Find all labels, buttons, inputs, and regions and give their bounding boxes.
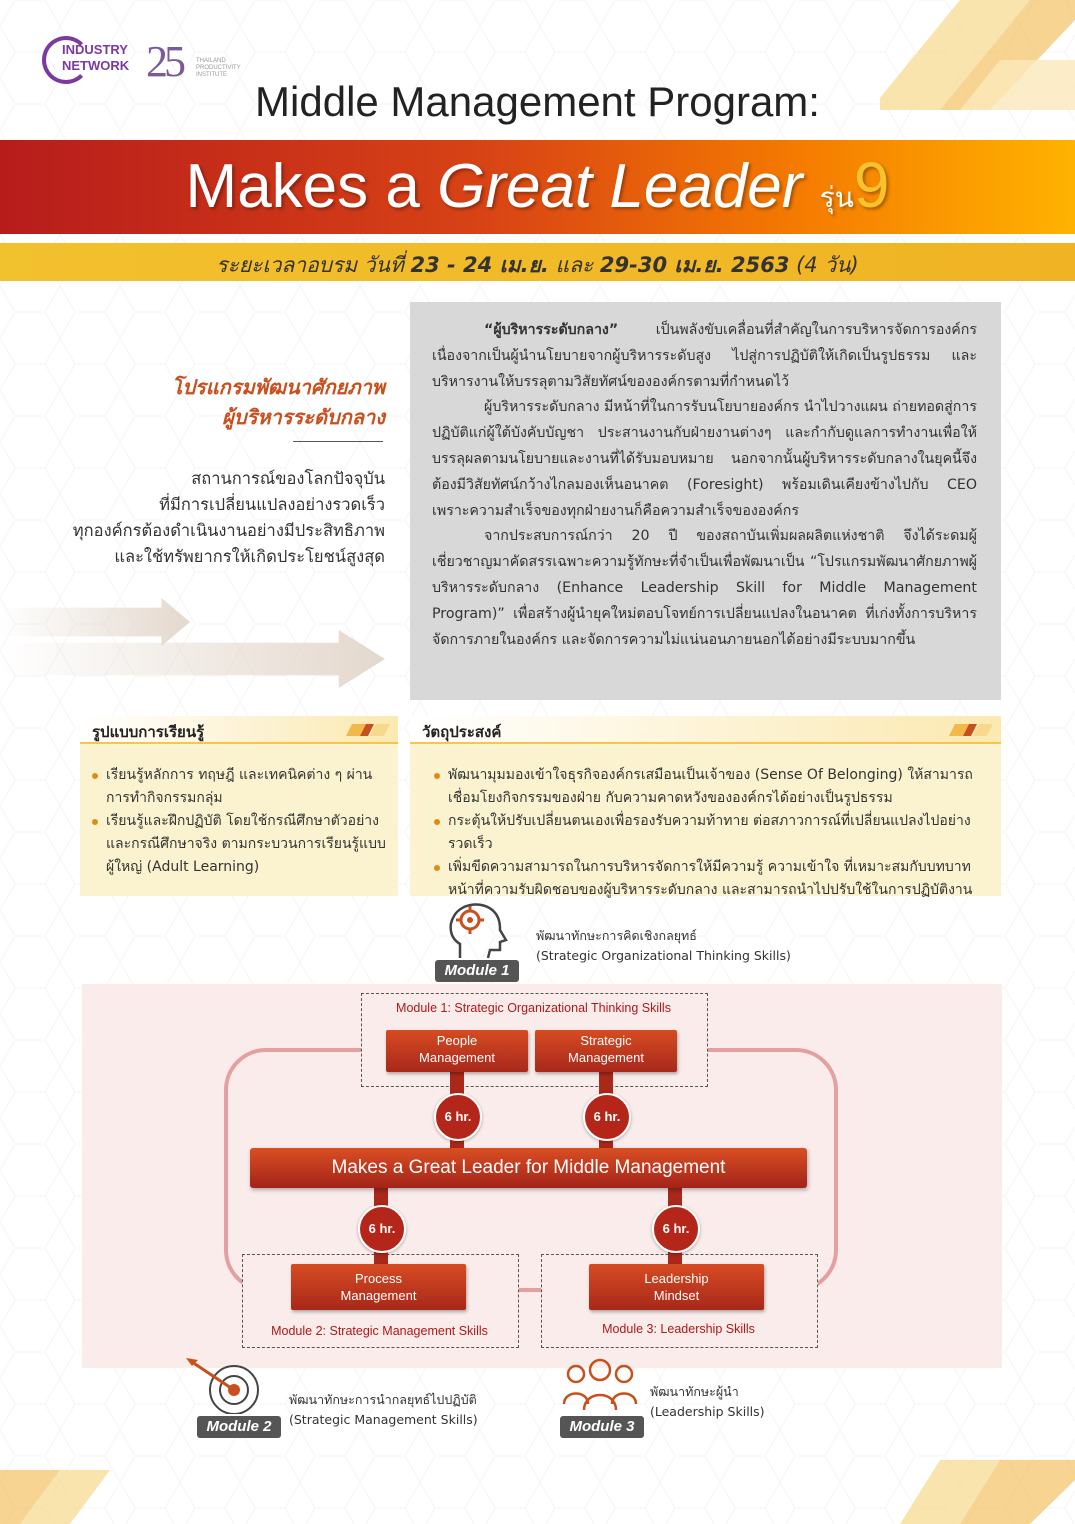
dates-prefix: ระยะเวลาอบรม วันที่ xyxy=(216,253,411,277)
learning-format-list xyxy=(80,744,398,879)
objectives-item: กระตุ้นให้ปรับเปลี่ยนตนเองเพื่อรองรับความท้าทาย ต่อสภาวการณ์ที่เปลี่ยนแปลงไปอย่างรวดเร็ว xyxy=(432,810,989,856)
description-paragraph-1 xyxy=(432,318,977,395)
strategic-management-line2: Management xyxy=(568,1050,644,1065)
logo-text-industry: INDUSTRY xyxy=(62,42,128,57)
leadership-mindset-box xyxy=(589,1264,764,1310)
leadership-mindset-line2: Mindset xyxy=(653,1288,700,1303)
module-1-en: (Strategic Organizational Thinking Skills) xyxy=(536,948,791,963)
logo-25-number: 25 xyxy=(146,37,182,86)
people-management-line2: Management xyxy=(419,1050,495,1065)
description-paragraph-2: ผู้บริหารระดับกลาง มีหน้าที่ในการรับนโยบายองค์กร นำไปวางแผน ถ่ายทอดสู่การปฏิบัติแก่ผู้ใต้บังคับบัญชา ประสานงานกับฝ่ายงานต่างๆ และกำกับดูแลการทำงานเพื่อให้บรรลุผลตามนโยบายและงานที่ได้รับมอบหมาย นอกจากนั้นผู้บริหารระดับกลางในยุคนี้จึงต้องมีวิสัยทัศน์กว้างไกลมองเห็นอนาคต (Foresight) พร้อมเดินเคียงข้างไปกับ CEO เพราะความสำเร็จของทุกฝ่ายงานก็คือความสำเร็จขององค์กร xyxy=(432,399,977,519)
team-people-icon xyxy=(560,1354,640,1414)
description-highlight: “ผู้บริหารระดับกลาง” xyxy=(484,322,619,338)
intro-text xyxy=(40,466,385,570)
module-1-group-label: Module 1: Strategic Organizational Thinking Skills xyxy=(396,1001,671,1015)
module-3-th: พัฒนาทักษะผู้นำ xyxy=(650,1384,739,1399)
banner-run-number: 9 xyxy=(853,149,890,221)
people-management-box xyxy=(386,1030,528,1072)
stripe-deco-icon xyxy=(346,724,390,736)
intro-text-line: ทุกองค์กรต้องดำเนินงานอย่างมีประสิทธิภาพ xyxy=(72,521,385,540)
program-title: Middle Management Program: xyxy=(255,78,820,125)
objectives-item: เพิ่มขีดความสามารถในการบริหารจัดการให้มีความรู้ ความเข้าใจ ที่เหมาะสมกับบทบาทหน้าที่ความรับผิดชอบของผู้บริหารระดับกลาง และสามารถนำไปปรับใช้ในการปฏิบัติงาน xyxy=(432,856,989,902)
learning-format-header xyxy=(80,716,398,744)
description-paragraph-3: จากประสบการณ์กว่า 20 ปี ของสถาบันเพิ่มผลผลิตแห่งชาติ จึงได้ระดมผู้เชี่ยวชาญมาคัดสรรเฉพาะความรู้ทักษะที่จำเป็นเพื่อพัฒนาเป็น “โปรแกรมพัฒนาศักยภาพผู้บริหารระดับกลาง (Enhance Leadership Skill for Middle Management Program)” เพื่อสร้างผู้นำยุคใหม่ตอบโจทย์การเปลี่ยนแปลงในอนาคต ที่เก่งทั้งการบริหารจัดการภายในองค์กร และจัดการความไม่แน่นอนภายนอกได้อย่างมีระบบมากขึ้น xyxy=(432,528,977,648)
module-2-en: (Strategic Management Skills) xyxy=(289,1412,478,1427)
date-bar xyxy=(0,243,1075,281)
process-hours-badge: 6 hr. xyxy=(358,1205,406,1253)
objectives-header xyxy=(410,716,1001,744)
intro-text-line: ที่มีการเปลี่ยนแปลงอย่างรวดเร็ว xyxy=(159,495,385,514)
training-dates xyxy=(0,249,1075,282)
description-p1-text: เป็นพลังขับเคลื่อนที่สำคัญในการบริหารจัดการองค์กร เนื่องจากเป็นผู้นำนโยบายจากผู้บริหารระดับสูง ไปสู่การปฏิบัติให้เกิดเป็นรูปธรรม และบริหารงานให้บรรลุตามวิสัยทัศน์ขององค์กรตามที่กำหนดไว้ xyxy=(432,322,977,390)
logo-text-network: NETWORK xyxy=(62,58,130,73)
module-1-tag: Module 1 xyxy=(435,960,519,982)
objectives-item: พัฒนามุมมองเข้าใจธุรกิจองค์กรเสมือนเป็นเจ้าของ (Sense Of Belonging) ให้สามารถเชื่อมโยงกิจกรรมของฝ่าย กับความคาดหวังขององค์กรได้อย่างเป็นรูปธรรม xyxy=(432,764,989,810)
thinking-head-icon xyxy=(440,900,516,960)
description-panel xyxy=(410,302,1001,700)
banner-title-great-leader: Great Leader xyxy=(437,152,803,221)
learning-format-heading: รูปแบบการเรียนรู้ xyxy=(92,723,205,741)
intro-heading-line1: โปรแกรมพัฒนาศักยภาพ xyxy=(171,375,385,399)
objectives-list xyxy=(410,744,1001,902)
description-text xyxy=(432,318,977,653)
leadership-hours-badge: 6 hr. xyxy=(652,1205,700,1253)
corner-decoration-bottom-right xyxy=(900,1440,1075,1524)
process-management-line2: Management xyxy=(340,1288,417,1303)
module-2-th: พัฒนาทักษะการนำกลยุทธ์ไปปฏิบัติ xyxy=(289,1392,477,1407)
people-management-line1: People xyxy=(436,1033,478,1048)
dates-range-1: 23 - 24 เม.ย. xyxy=(410,253,549,277)
intro-divider xyxy=(293,441,383,442)
objectives-heading: วัตถุประสงค์ xyxy=(422,723,502,741)
dates-range-2: 29-30 เม.ย. 2563 xyxy=(599,253,790,277)
intro-heading xyxy=(110,372,385,432)
module-3-tag: Module 3 xyxy=(560,1416,644,1438)
intro-text-line: และใช้ทรัพยากรให้เกิดประโยชน์สูงสุด xyxy=(114,547,385,566)
title-banner xyxy=(0,140,1075,234)
module-1-th: พัฒนาทักษะการคิดเชิงกลยุทธ์ xyxy=(536,928,697,943)
learning-format-item: เรียนรู้และฝึกปฏิบัติ โดยใช้กรณีศึกษาตัวอย่าง และกรณีศึกษาจริง ตามกระบวนการเรียนรู้แบบผู้ใหญ่ (Adult Learning) xyxy=(90,810,386,879)
intro-heading-line2: ผู้บริหารระดับกลาง xyxy=(222,405,385,429)
strategic-management-box xyxy=(535,1030,677,1072)
module-2-group-label: Module 2: Strategic Management Skills xyxy=(271,1324,488,1338)
module-3-group-label: Module 3: Leadership Skills xyxy=(602,1322,755,1336)
corner-decoration-bottom-left xyxy=(0,1450,160,1524)
learning-format-body xyxy=(80,744,398,896)
stripe-deco-icon xyxy=(949,724,993,736)
process-management-box xyxy=(291,1264,466,1310)
leadership-mindset-line1: Leadership xyxy=(644,1271,709,1286)
intro-text-line: สถานการณ์ของโลกปัจจุบัน xyxy=(191,469,385,488)
dates-conj: และ xyxy=(548,253,600,277)
strategic-hours-badge: 6 hr. xyxy=(583,1093,631,1141)
module-2-tag: Module 2 xyxy=(197,1416,281,1438)
learning-format-item: เรียนรู้หลักการ ทฤษฎี และเทคนิคต่าง ๆ ผ่านการทำกิจกรรมกลุ่ม xyxy=(90,764,386,810)
module-3-en: (Leadership Skills) xyxy=(650,1404,765,1419)
target-arrow-icon xyxy=(182,1354,272,1414)
people-hours-badge: 6 hr. xyxy=(434,1093,482,1141)
strategic-management-line1: Strategic xyxy=(580,1033,632,1048)
module-2-description xyxy=(289,1390,549,1430)
process-management-line1: Process xyxy=(355,1271,402,1286)
banner-title xyxy=(0,148,1075,222)
central-program-box: Makes a Great Leader for Middle Management xyxy=(250,1148,807,1188)
module-1-description xyxy=(536,926,836,966)
module-3-description xyxy=(650,1382,850,1422)
banner-run-label: รุ่น xyxy=(819,182,854,213)
dates-suffix: (4 วัน) xyxy=(789,253,859,277)
objectives-body xyxy=(410,744,1001,896)
banner-title-part1: Makes a xyxy=(185,152,438,221)
logo-25-text: THAILAND PRODUCTIVITY INSTITUTE xyxy=(196,58,241,78)
